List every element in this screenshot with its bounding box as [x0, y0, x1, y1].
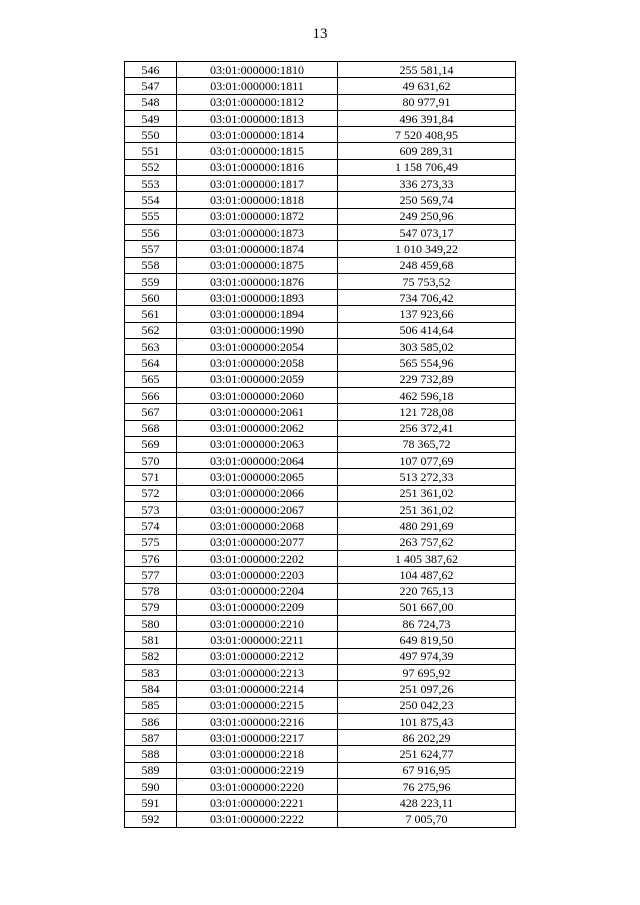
- cadastral-number-cell: 03:01:000000:1990: [177, 322, 338, 338]
- value-cell: 251 624,77: [338, 746, 516, 762]
- value-cell: 480 291,69: [338, 518, 516, 534]
- value-cell: 104 487,62: [338, 567, 516, 583]
- cadastral-number-cell: 03:01:000000:1813: [177, 110, 338, 126]
- row-number-cell: 568: [125, 420, 177, 436]
- cadastral-number-cell: 03:01:000000:1818: [177, 192, 338, 208]
- table-row: [125, 78, 516, 94]
- value-cell: 462 596,18: [338, 387, 516, 403]
- cadastral-number-cell: 03:01:000000:1815: [177, 143, 338, 159]
- row-number-cell: 552: [125, 159, 177, 175]
- cadastral-number-cell: 03:01:000000:2067: [177, 502, 338, 518]
- table-row: [125, 664, 516, 680]
- row-number-cell: 575: [125, 534, 177, 550]
- cadastral-number-cell: 03:01:000000:1817: [177, 176, 338, 192]
- table-row: [125, 339, 516, 355]
- table-row: [125, 713, 516, 729]
- table-row: [125, 811, 516, 827]
- value-cell: 1 010 349,22: [338, 241, 516, 257]
- cadastral-number-cell: 03:01:000000:2061: [177, 404, 338, 420]
- value-cell: 220 765,13: [338, 583, 516, 599]
- cadastral-number-cell: 03:01:000000:2060: [177, 387, 338, 403]
- table-row: [125, 485, 516, 501]
- value-cell: 67 916,95: [338, 762, 516, 778]
- value-cell: 97 695,92: [338, 664, 516, 680]
- row-number-cell: 567: [125, 404, 177, 420]
- row-number-cell: 558: [125, 257, 177, 273]
- value-cell: 255 581,14: [338, 62, 516, 78]
- table-row: [125, 387, 516, 403]
- value-cell: 609 289,31: [338, 143, 516, 159]
- cadastral-number-cell: 03:01:000000:2211: [177, 632, 338, 648]
- cadastral-number-cell: 03:01:000000:2214: [177, 681, 338, 697]
- value-cell: 263 757,62: [338, 534, 516, 550]
- cadastral-number-cell: 03:01:000000:2217: [177, 730, 338, 746]
- table-row: [125, 632, 516, 648]
- table-row: [125, 453, 516, 469]
- value-cell: 547 073,17: [338, 224, 516, 240]
- table-row: [125, 550, 516, 566]
- value-cell: 249 250,96: [338, 208, 516, 224]
- row-number-cell: 548: [125, 94, 177, 110]
- cadastral-number-cell: 03:01:000000:1812: [177, 94, 338, 110]
- cadastral-number-cell: 03:01:000000:2212: [177, 648, 338, 664]
- row-number-cell: 550: [125, 127, 177, 143]
- row-number-cell: 574: [125, 518, 177, 534]
- row-number-cell: 580: [125, 616, 177, 632]
- cadastral-number-cell: 03:01:000000:2203: [177, 567, 338, 583]
- table-row: [125, 534, 516, 550]
- value-cell: 101 875,43: [338, 713, 516, 729]
- row-number-cell: 549: [125, 110, 177, 126]
- cadastral-number-cell: 03:01:000000:2068: [177, 518, 338, 534]
- table-row: [125, 159, 516, 175]
- row-number-cell: 554: [125, 192, 177, 208]
- row-number-cell: 582: [125, 648, 177, 664]
- cadastral-number-cell: 03:01:000000:1814: [177, 127, 338, 143]
- table-row: [125, 306, 516, 322]
- value-cell: 86 724,73: [338, 616, 516, 632]
- row-number-cell: 591: [125, 795, 177, 811]
- table-row: [125, 273, 516, 289]
- table-row: [125, 257, 516, 273]
- row-number-cell: 551: [125, 143, 177, 159]
- value-cell: 496 391,84: [338, 110, 516, 126]
- page-number: 13: [312, 26, 328, 42]
- table-row: [125, 371, 516, 387]
- value-cell: 251 361,02: [338, 485, 516, 501]
- row-number-cell: 555: [125, 208, 177, 224]
- value-cell: 1 158 706,49: [338, 159, 516, 175]
- table-row: [125, 599, 516, 615]
- table-row: [125, 241, 516, 257]
- cadastral-number-cell: 03:01:000000:2066: [177, 485, 338, 501]
- cadastral-number-cell: 03:01:000000:2215: [177, 697, 338, 713]
- table-row: [125, 290, 516, 306]
- cadastral-number-cell: 03:01:000000:1873: [177, 224, 338, 240]
- table-row: [125, 518, 516, 534]
- row-number-cell: 581: [125, 632, 177, 648]
- cadastral-value-table: [124, 61, 516, 828]
- table-row: [125, 730, 516, 746]
- table-row: [125, 110, 516, 126]
- value-cell: 248 459,68: [338, 257, 516, 273]
- cadastral-number-cell: 03:01:000000:1894: [177, 306, 338, 322]
- value-cell: 336 273,33: [338, 176, 516, 192]
- row-number-cell: 577: [125, 567, 177, 583]
- row-number-cell: 583: [125, 664, 177, 680]
- value-cell: 256 372,41: [338, 420, 516, 436]
- table-row: [125, 583, 516, 599]
- cadastral-number-cell: 03:01:000000:2054: [177, 339, 338, 355]
- value-cell: 49 631,62: [338, 78, 516, 94]
- value-cell: 107 077,69: [338, 453, 516, 469]
- table-row: [125, 648, 516, 664]
- table-row: [125, 567, 516, 583]
- value-cell: 303 585,02: [338, 339, 516, 355]
- table-row: [125, 322, 516, 338]
- row-number-cell: 566: [125, 387, 177, 403]
- cadastral-number-cell: 03:01:000000:1876: [177, 273, 338, 289]
- row-number-cell: 553: [125, 176, 177, 192]
- cadastral-number-cell: 03:01:000000:2204: [177, 583, 338, 599]
- cadastral-number-cell: 03:01:000000:1816: [177, 159, 338, 175]
- table-row: [125, 404, 516, 420]
- value-cell: 506 414,64: [338, 322, 516, 338]
- table-row: [125, 62, 516, 78]
- value-cell: 497 974,39: [338, 648, 516, 664]
- cadastral-number-cell: 03:01:000000:2220: [177, 779, 338, 795]
- row-number-cell: 563: [125, 339, 177, 355]
- value-cell: 86 202,29: [338, 730, 516, 746]
- cadastral-number-cell: 03:01:000000:2065: [177, 469, 338, 485]
- table-row: [125, 208, 516, 224]
- value-cell: 513 272,33: [338, 469, 516, 485]
- table-row: [125, 681, 516, 697]
- cadastral-number-cell: 03:01:000000:1872: [177, 208, 338, 224]
- table-row: [125, 224, 516, 240]
- cadastral-number-cell: 03:01:000000:2222: [177, 811, 338, 827]
- row-number-cell: 573: [125, 502, 177, 518]
- cadastral-number-cell: 03:01:000000:2062: [177, 420, 338, 436]
- table-row: [125, 746, 516, 762]
- table-row: [125, 779, 516, 795]
- table-row: [125, 762, 516, 778]
- row-number-cell: 565: [125, 371, 177, 387]
- table-row: [125, 616, 516, 632]
- row-number-cell: 589: [125, 762, 177, 778]
- value-cell: 565 554,96: [338, 355, 516, 371]
- table-row: [125, 176, 516, 192]
- row-number-cell: 559: [125, 273, 177, 289]
- cadastral-number-cell: 03:01:000000:1811: [177, 78, 338, 94]
- cadastral-number-cell: 03:01:000000:2210: [177, 616, 338, 632]
- row-number-cell: 569: [125, 436, 177, 452]
- row-number-cell: 586: [125, 713, 177, 729]
- cadastral-number-cell: 03:01:000000:2058: [177, 355, 338, 371]
- cadastral-number-cell: 03:01:000000:1875: [177, 257, 338, 273]
- row-number-cell: 592: [125, 811, 177, 827]
- value-cell: 229 732,89: [338, 371, 516, 387]
- cadastral-number-cell: 03:01:000000:1810: [177, 62, 338, 78]
- table-row: [125, 697, 516, 713]
- cadastral-number-cell: 03:01:000000:2064: [177, 453, 338, 469]
- cadastral-number-cell: 03:01:000000:1893: [177, 290, 338, 306]
- cadastral-number-cell: 03:01:000000:2216: [177, 713, 338, 729]
- row-number-cell: 576: [125, 550, 177, 566]
- value-cell: 7 520 408,95: [338, 127, 516, 143]
- cadastral-number-cell: 03:01:000000:2219: [177, 762, 338, 778]
- table-row: [125, 420, 516, 436]
- cadastral-number-cell: 03:01:000000:1874: [177, 241, 338, 257]
- row-number-cell: 560: [125, 290, 177, 306]
- row-number-cell: 557: [125, 241, 177, 257]
- table-row: [125, 436, 516, 452]
- value-cell: 7 005,70: [338, 811, 516, 827]
- row-number-cell: 578: [125, 583, 177, 599]
- row-number-cell: 585: [125, 697, 177, 713]
- value-cell: 137 923,66: [338, 306, 516, 322]
- cadastral-number-cell: 03:01:000000:2063: [177, 436, 338, 452]
- table-row: [125, 502, 516, 518]
- value-cell: 75 753,52: [338, 273, 516, 289]
- value-cell: 251 361,02: [338, 502, 516, 518]
- cadastral-number-cell: 03:01:000000:2213: [177, 664, 338, 680]
- table-row: [125, 795, 516, 811]
- row-number-cell: 584: [125, 681, 177, 697]
- table-body: [125, 62, 516, 828]
- row-number-cell: 562: [125, 322, 177, 338]
- table-row: [125, 469, 516, 485]
- value-cell: 76 275,96: [338, 779, 516, 795]
- value-cell: 250 569,74: [338, 192, 516, 208]
- row-number-cell: 564: [125, 355, 177, 371]
- table-row: [125, 355, 516, 371]
- row-number-cell: 588: [125, 746, 177, 762]
- value-cell: 734 706,42: [338, 290, 516, 306]
- row-number-cell: 561: [125, 306, 177, 322]
- value-cell: 251 097,26: [338, 681, 516, 697]
- table-row: [125, 94, 516, 110]
- row-number-cell: 547: [125, 78, 177, 94]
- value-cell: 250 042,23: [338, 697, 516, 713]
- row-number-cell: 590: [125, 779, 177, 795]
- row-number-cell: 546: [125, 62, 177, 78]
- value-cell: 501 667,00: [338, 599, 516, 615]
- value-cell: 649 819,50: [338, 632, 516, 648]
- cadastral-number-cell: 03:01:000000:2202: [177, 550, 338, 566]
- row-number-cell: 570: [125, 453, 177, 469]
- value-cell: 80 977,91: [338, 94, 516, 110]
- value-cell: 121 728,08: [338, 404, 516, 420]
- cadastral-number-cell: 03:01:000000:2218: [177, 746, 338, 762]
- table-row: [125, 127, 516, 143]
- row-number-cell: 579: [125, 599, 177, 615]
- row-number-cell: 587: [125, 730, 177, 746]
- cadastral-number-cell: 03:01:000000:2209: [177, 599, 338, 615]
- value-cell: 78 365,72: [338, 436, 516, 452]
- table-row: [125, 143, 516, 159]
- cadastral-number-cell: 03:01:000000:2221: [177, 795, 338, 811]
- row-number-cell: 572: [125, 485, 177, 501]
- row-number-cell: 571: [125, 469, 177, 485]
- value-cell: 1 405 387,62: [338, 550, 516, 566]
- cadastral-number-cell: 03:01:000000:2059: [177, 371, 338, 387]
- table-row: [125, 192, 516, 208]
- value-cell: 428 223,11: [338, 795, 516, 811]
- cadastral-number-cell: 03:01:000000:2077: [177, 534, 338, 550]
- row-number-cell: 556: [125, 224, 177, 240]
